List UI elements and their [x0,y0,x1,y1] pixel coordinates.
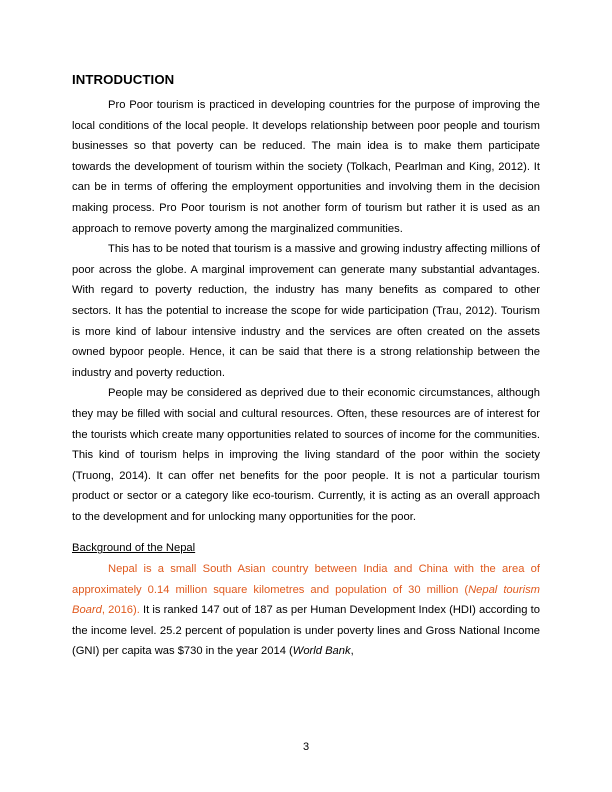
page-content [72,71,540,662]
subsection-heading: Background of the Nepal [72,542,196,555]
intro-paragraph-2: This has to be noted that tourism is a massive and growing industry affecting millions of poor across the globe. A marginal improvement can generate many substantial advantages. With regard to poverty reduction, the industry has many benefits as compared to other sectors. It has the potential to increase the scope for wide participation (Trau, 2012). Tourism is more kind of labour intensive industry and the services are often created on the assets owned bypoor people. Hence, it can be said that there is a strong relationship between the industry and poverty reduction. [72,243,540,379]
nepal-black-text: It is ranked 147 out of 187 as per Human Development Index (HDI) according to the income level. 25.2 percent of population is under poverty lines and Gross National Income (GNI) per capita was $730 in the year 2014 ( [72,604,540,658]
nepal-paragraph [72,559,540,662]
page-number: 3 [302,741,310,753]
nepal-citation-italic: Nepal tourism Board [72,583,540,617]
nepal-orange-text: Nepal is a small South Asian country between India and China with the area of approximately 0.14 million square kilometres and population of 30 million ( [72,563,540,596]
worldbank-citation-comma: , [350,645,354,658]
intro-paragraph-1: Pro Poor tourism is practiced in developing countries for the purpose of improving the local conditions of the local people. It develops relationship between poor people and tourism businesses so that poverty can be reduced. The main idea is to make them participate towards the development of tourism within the society (Tolkach, Pearlman and King, 2012). It can be in terms of offering the employment opportunities and involving them in the decision making process. Pro Poor tourism is not another form of tourism but rather it is used as an approach to remove poverty among the marginalized communities. [72,99,540,235]
section-heading: INTRODUCTION [72,72,175,87]
nepal-citation-year: , 2016). [101,604,140,617]
worldbank-citation-italic: World Bank [292,645,351,658]
intro-paragraph-3: People may be considered as deprived due to their economic circumstances, although they may be filled with social and cultural resources. Often, these resources are of interest for the tourists which create many opportunities related to sources of income for the communities. This kind of tourism helps in improving the living standard of the poor within the society (Truong, 2014). It can offer net benefits for the poor people. It is not a particular tourism product or sector or a category like eco-tourism. Currently, it is acting as an overall approach to the development and for unlocking many opportunities for the poor. [72,387,540,523]
